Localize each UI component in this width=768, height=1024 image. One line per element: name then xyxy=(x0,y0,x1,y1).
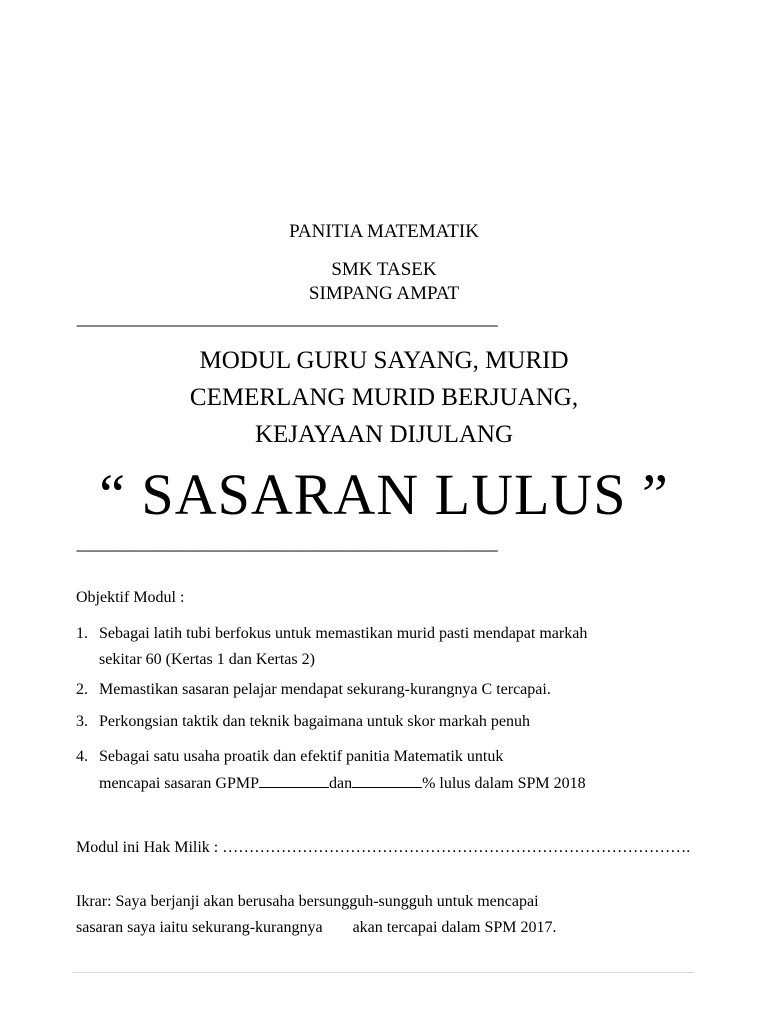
objective-text: Perkongsian taktik dan teknik bagaimana untuk skor markah penuh xyxy=(99,713,531,730)
page-bottom-divider xyxy=(72,972,694,973)
school-name: SMK TASEK xyxy=(331,259,437,280)
objective-number: 2. xyxy=(76,681,88,698)
percent-blank xyxy=(352,773,422,788)
gpmp-label: mencapai sasaran GPMP xyxy=(99,775,259,792)
pledge-line-2 xyxy=(76,918,557,938)
divider-bottom: ------------------------------------------------------------------------------------------------------------------------------------------- xyxy=(76,543,498,557)
and-label: dan xyxy=(328,775,353,792)
objective-text-continued xyxy=(99,772,586,796)
objective-number: 4. xyxy=(76,748,88,765)
objective-number: 1. xyxy=(76,625,88,642)
pledge-line-1: Ikrar: Saya berjanji akan berusaha bersungguh-sungguh untuk mencapai xyxy=(76,893,539,910)
pledge-text-end: akan tercapai dalam SPM 2017. xyxy=(352,919,557,936)
objective-text: Sebagai satu usaha proatik dan efektif panitia Matematik untuk xyxy=(99,748,504,765)
objective-text: Memastikan sasaran pelajar mendapat sekurang-kurangnya C tercapai. xyxy=(99,681,551,698)
objectives-heading: Objektif Modul : xyxy=(76,589,185,606)
objective-number: 3. xyxy=(76,713,88,730)
committee-name: PANITIA MATEMATIK xyxy=(289,221,479,242)
module-title-line-3: KEJAYAAN DIJULANG xyxy=(254,421,514,448)
pledge-text: sasaran saya iaitu sekurang-kurangnya xyxy=(76,919,323,936)
objective-text: Sebagai latih tubi berfokus untuk memastikan murid pasti mendapat markah xyxy=(99,625,588,642)
objective-text-continued: sekitar 60 (Kertas 1 dan Kertas 2) xyxy=(99,651,315,668)
divider-top: ------------------------------------------------------------------------------------------------------------------------------------------- xyxy=(76,318,498,332)
main-title: “ SASARAN LULUS ” xyxy=(99,462,669,527)
ownership-line: Modul ini Hak Milik : ……………………………………………………………………………. xyxy=(76,839,691,856)
module-title-line-1: MODUL GURU SAYANG, MURID xyxy=(199,347,569,374)
module-title-line-2: CEMERLANG MURID BERJUANG, xyxy=(189,384,579,411)
percent-label: % lulus dalam SPM 2018 xyxy=(422,775,586,792)
school-location: SIMPANG AMPAT xyxy=(308,283,460,304)
gpmp-blank xyxy=(259,773,329,788)
